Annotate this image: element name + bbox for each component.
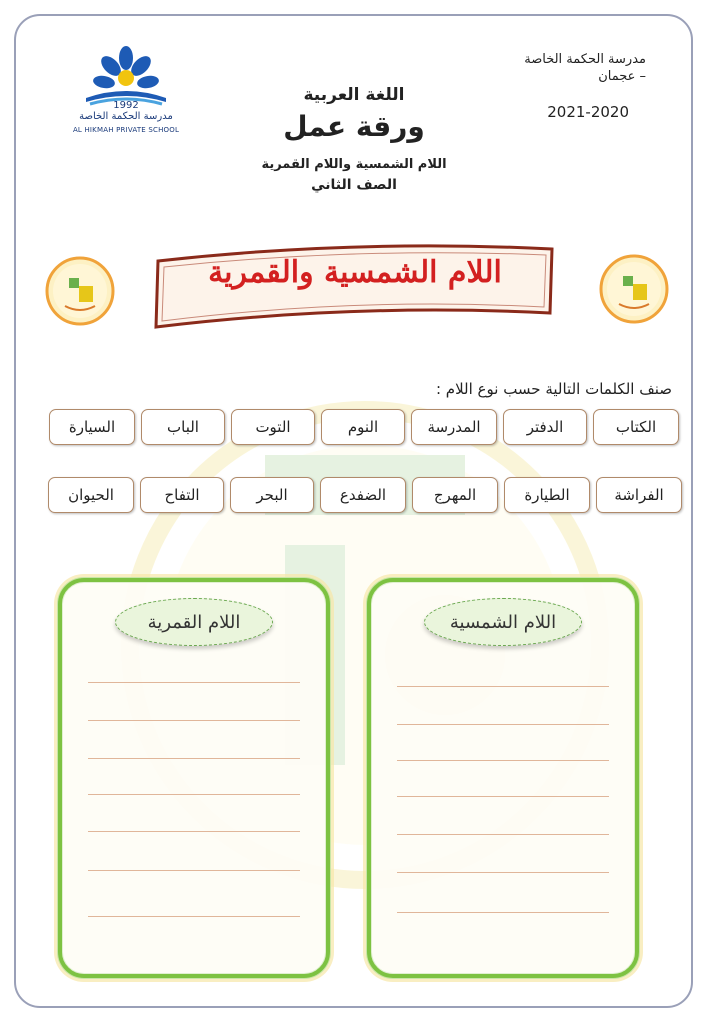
toons-flash-badge-icon xyxy=(45,256,115,326)
writing-line[interactable] xyxy=(88,758,300,759)
writing-line[interactable] xyxy=(397,912,609,913)
moon-lam-card xyxy=(58,578,330,978)
writing-line[interactable] xyxy=(88,794,300,795)
writing-line[interactable] xyxy=(88,831,300,832)
word-box: البحر xyxy=(230,477,314,513)
writing-line[interactable] xyxy=(88,682,300,683)
word-row-2 xyxy=(48,477,682,513)
writing-line[interactable] xyxy=(397,834,609,835)
sun-lam-title: اللام الشمسية xyxy=(424,598,582,646)
word-box: الضفدع xyxy=(320,477,406,513)
logo-school-name-ar: مدرسة الحكمة الخاصة xyxy=(79,111,173,122)
word-box: السيارة xyxy=(49,409,135,445)
writing-line[interactable] xyxy=(397,796,609,797)
writing-line[interactable] xyxy=(88,916,300,917)
logo-year: 1992 xyxy=(113,100,139,111)
school-city: – عجمان xyxy=(598,69,646,84)
sun-lam-card xyxy=(367,578,639,978)
school-name: مدرسة الحكمة الخاصة xyxy=(524,52,646,67)
academic-year: 2021-2020 xyxy=(547,103,629,121)
toons-flash-badge-icon xyxy=(599,254,669,324)
word-box: المدرسة xyxy=(411,409,497,445)
writing-line[interactable] xyxy=(88,720,300,721)
instruction-text: صنف الكلمات التالية حسب نوع اللام : xyxy=(435,380,672,398)
writing-line[interactable] xyxy=(88,870,300,871)
logo-school-name-en: AL HIKMAH PRIVATE SCHOOL xyxy=(72,126,180,134)
word-row-1 xyxy=(49,409,679,445)
banner-title: اللام الشمسية والقمرية xyxy=(208,255,502,290)
writing-line[interactable] xyxy=(397,872,609,873)
word-box: النوم xyxy=(321,409,405,445)
grade-label: الصف الثاني xyxy=(311,177,397,193)
word-box: الباب xyxy=(141,409,225,445)
subject-title: اللغة العربية xyxy=(303,85,405,105)
writing-line[interactable] xyxy=(397,686,609,687)
word-box: التفاح xyxy=(140,477,224,513)
word-box: الطيارة xyxy=(504,477,590,513)
word-box: الكتاب xyxy=(593,409,679,445)
word-box: التوت xyxy=(231,409,315,445)
word-box: الحيوان xyxy=(48,477,134,513)
moon-lam-title: اللام القمرية xyxy=(115,598,273,646)
word-box: الدفتر xyxy=(503,409,587,445)
word-box: المهرج xyxy=(412,477,498,513)
writing-line[interactable] xyxy=(397,760,609,761)
word-box: الفراشة xyxy=(596,477,682,513)
topic-subtitle: اللام الشمسية واللام القمرية xyxy=(261,157,447,172)
school-logo-icon xyxy=(76,40,176,140)
worksheet-title: ورقة عمل xyxy=(283,110,425,143)
writing-line[interactable] xyxy=(397,724,609,725)
